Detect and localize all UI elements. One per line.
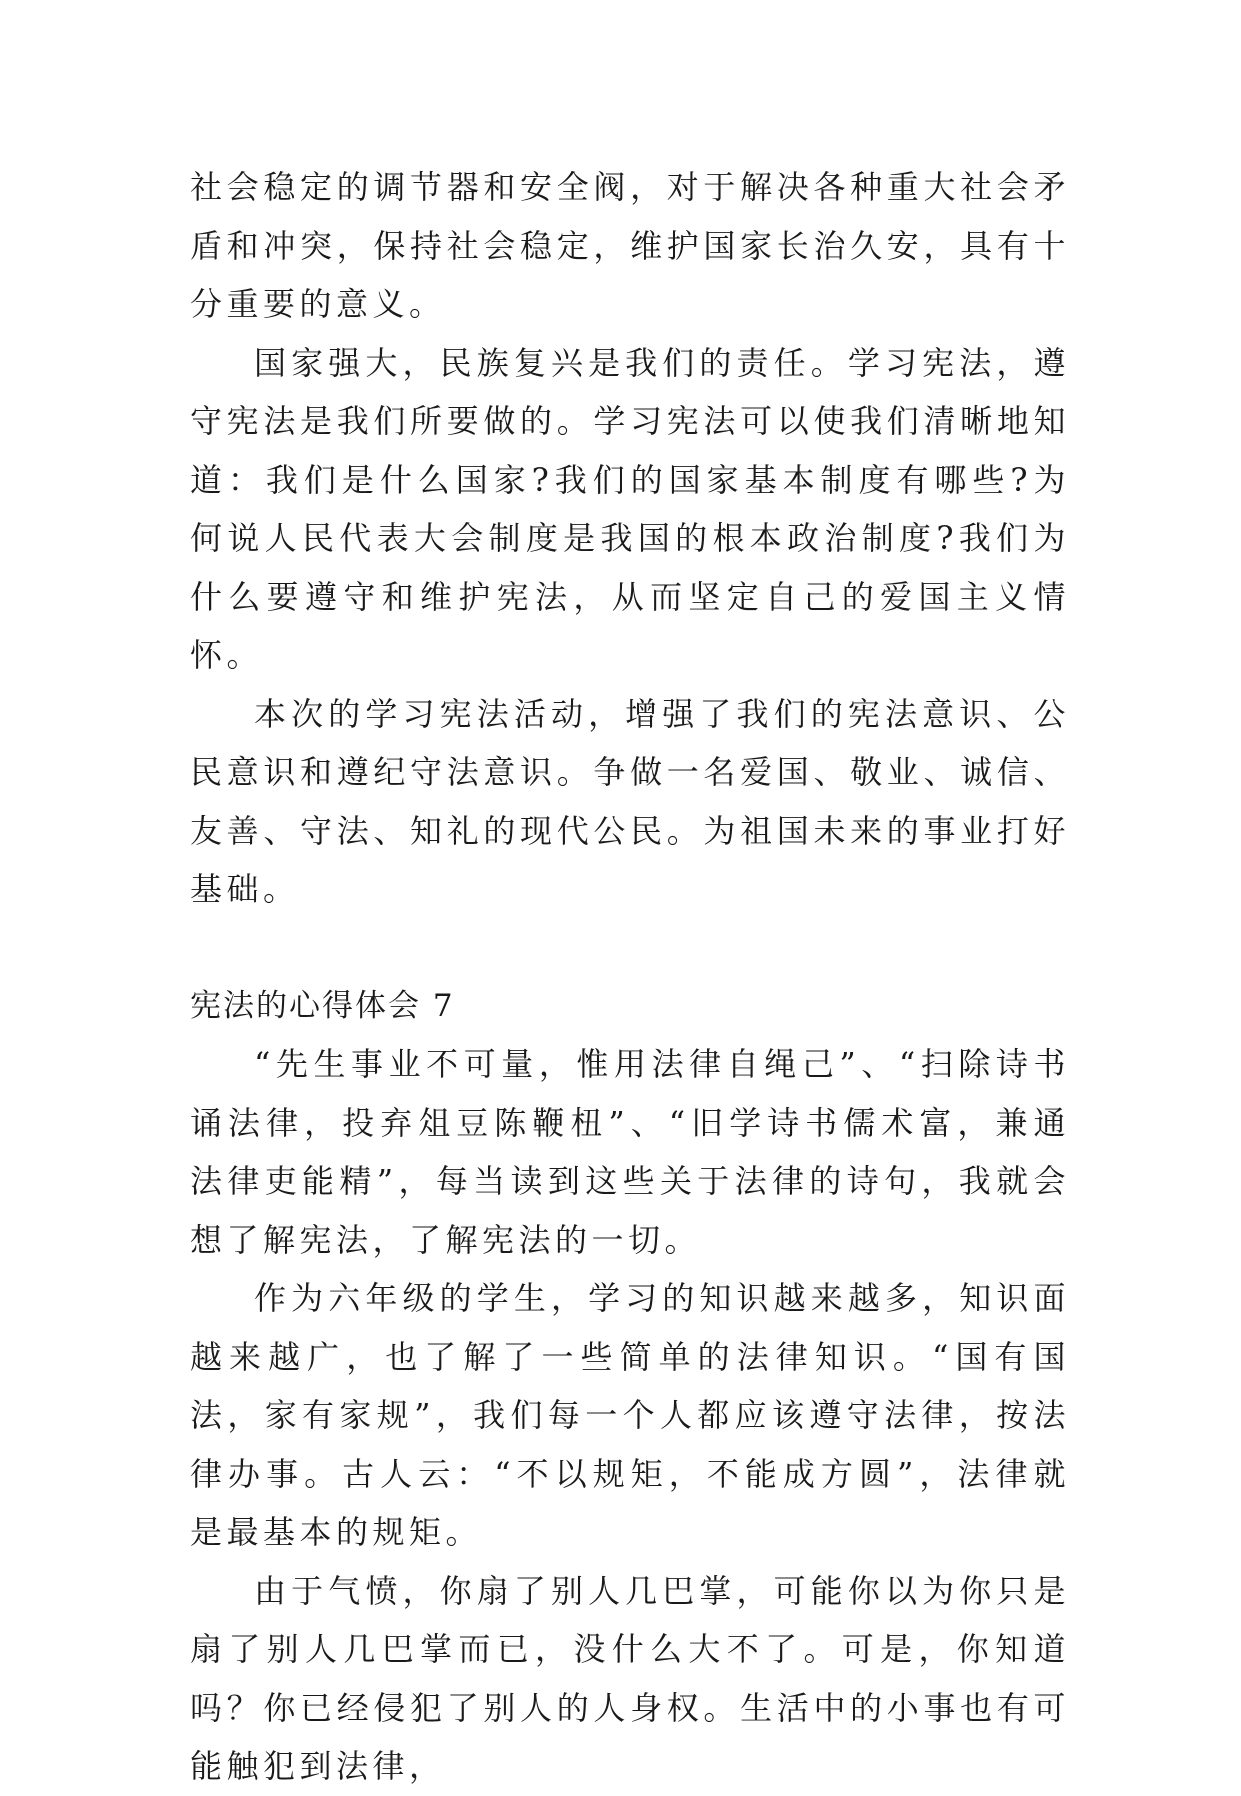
paragraph: 作为六年级的学生，学习的知识越来越多，知识面越来越广，也了解了一些简单的法律知识。“国有国法，家有家规”，我们每一个人都应该遵守法律，按法律办事。古人云：“不以规矩，不能成方圆”，法律就是最基本的规矩。 (190, 1279, 1070, 1551)
paragraph: 本次的学习宪法活动，增强了我们的宪法意识、公民意识和遵纪守法意识。争做一名爱国、敬业、诚信、友善、守法、知礼的现代公民。为祖国未来的事业打好基础。 (190, 694, 1070, 908)
paragraph: 由于气愤，你扇了别人几巴掌，可能你以为你只是扇了别人几巴掌而已，没什么大不了。可是，你知道吗？你已经侵犯了别人的人身权。生活中的小事也有可能触犯到法律， (190, 1571, 1070, 1785)
document-body (190, 158, 1070, 1796)
paragraph: “先生事业不可量，惟用法律自绳己”、“扫除诗书诵法律，投弃俎豆陈鞭杻”、“旧学诗书儒术富，兼通法律吏能精”，每当读到这些关于法律的诗句，我就会想了解宪法，了解宪法的一切。 (190, 1045, 1070, 1259)
paragraph: 社会稳定的调节器和安全阀，对于解决各种重大社会矛盾和冲突，保持社会稳定，维护国家长治久安，具有十分重要的意义。 (190, 168, 1070, 323)
section-heading: 宪法的心得体会 7 (190, 987, 455, 1024)
paragraph: 国家强大，民族复兴是我们的责任。学习宪法，遵守宪法是我们所要做的。学习宪法可以使我们清晰地知道：我们是什么国家?我们的国家基本制度有哪些?为何说人民代表大会制度是我国的根本政治制度?我们为什么要遵守和维护宪法，从而坚定自己的爱国主义情怀。 (190, 343, 1070, 674)
